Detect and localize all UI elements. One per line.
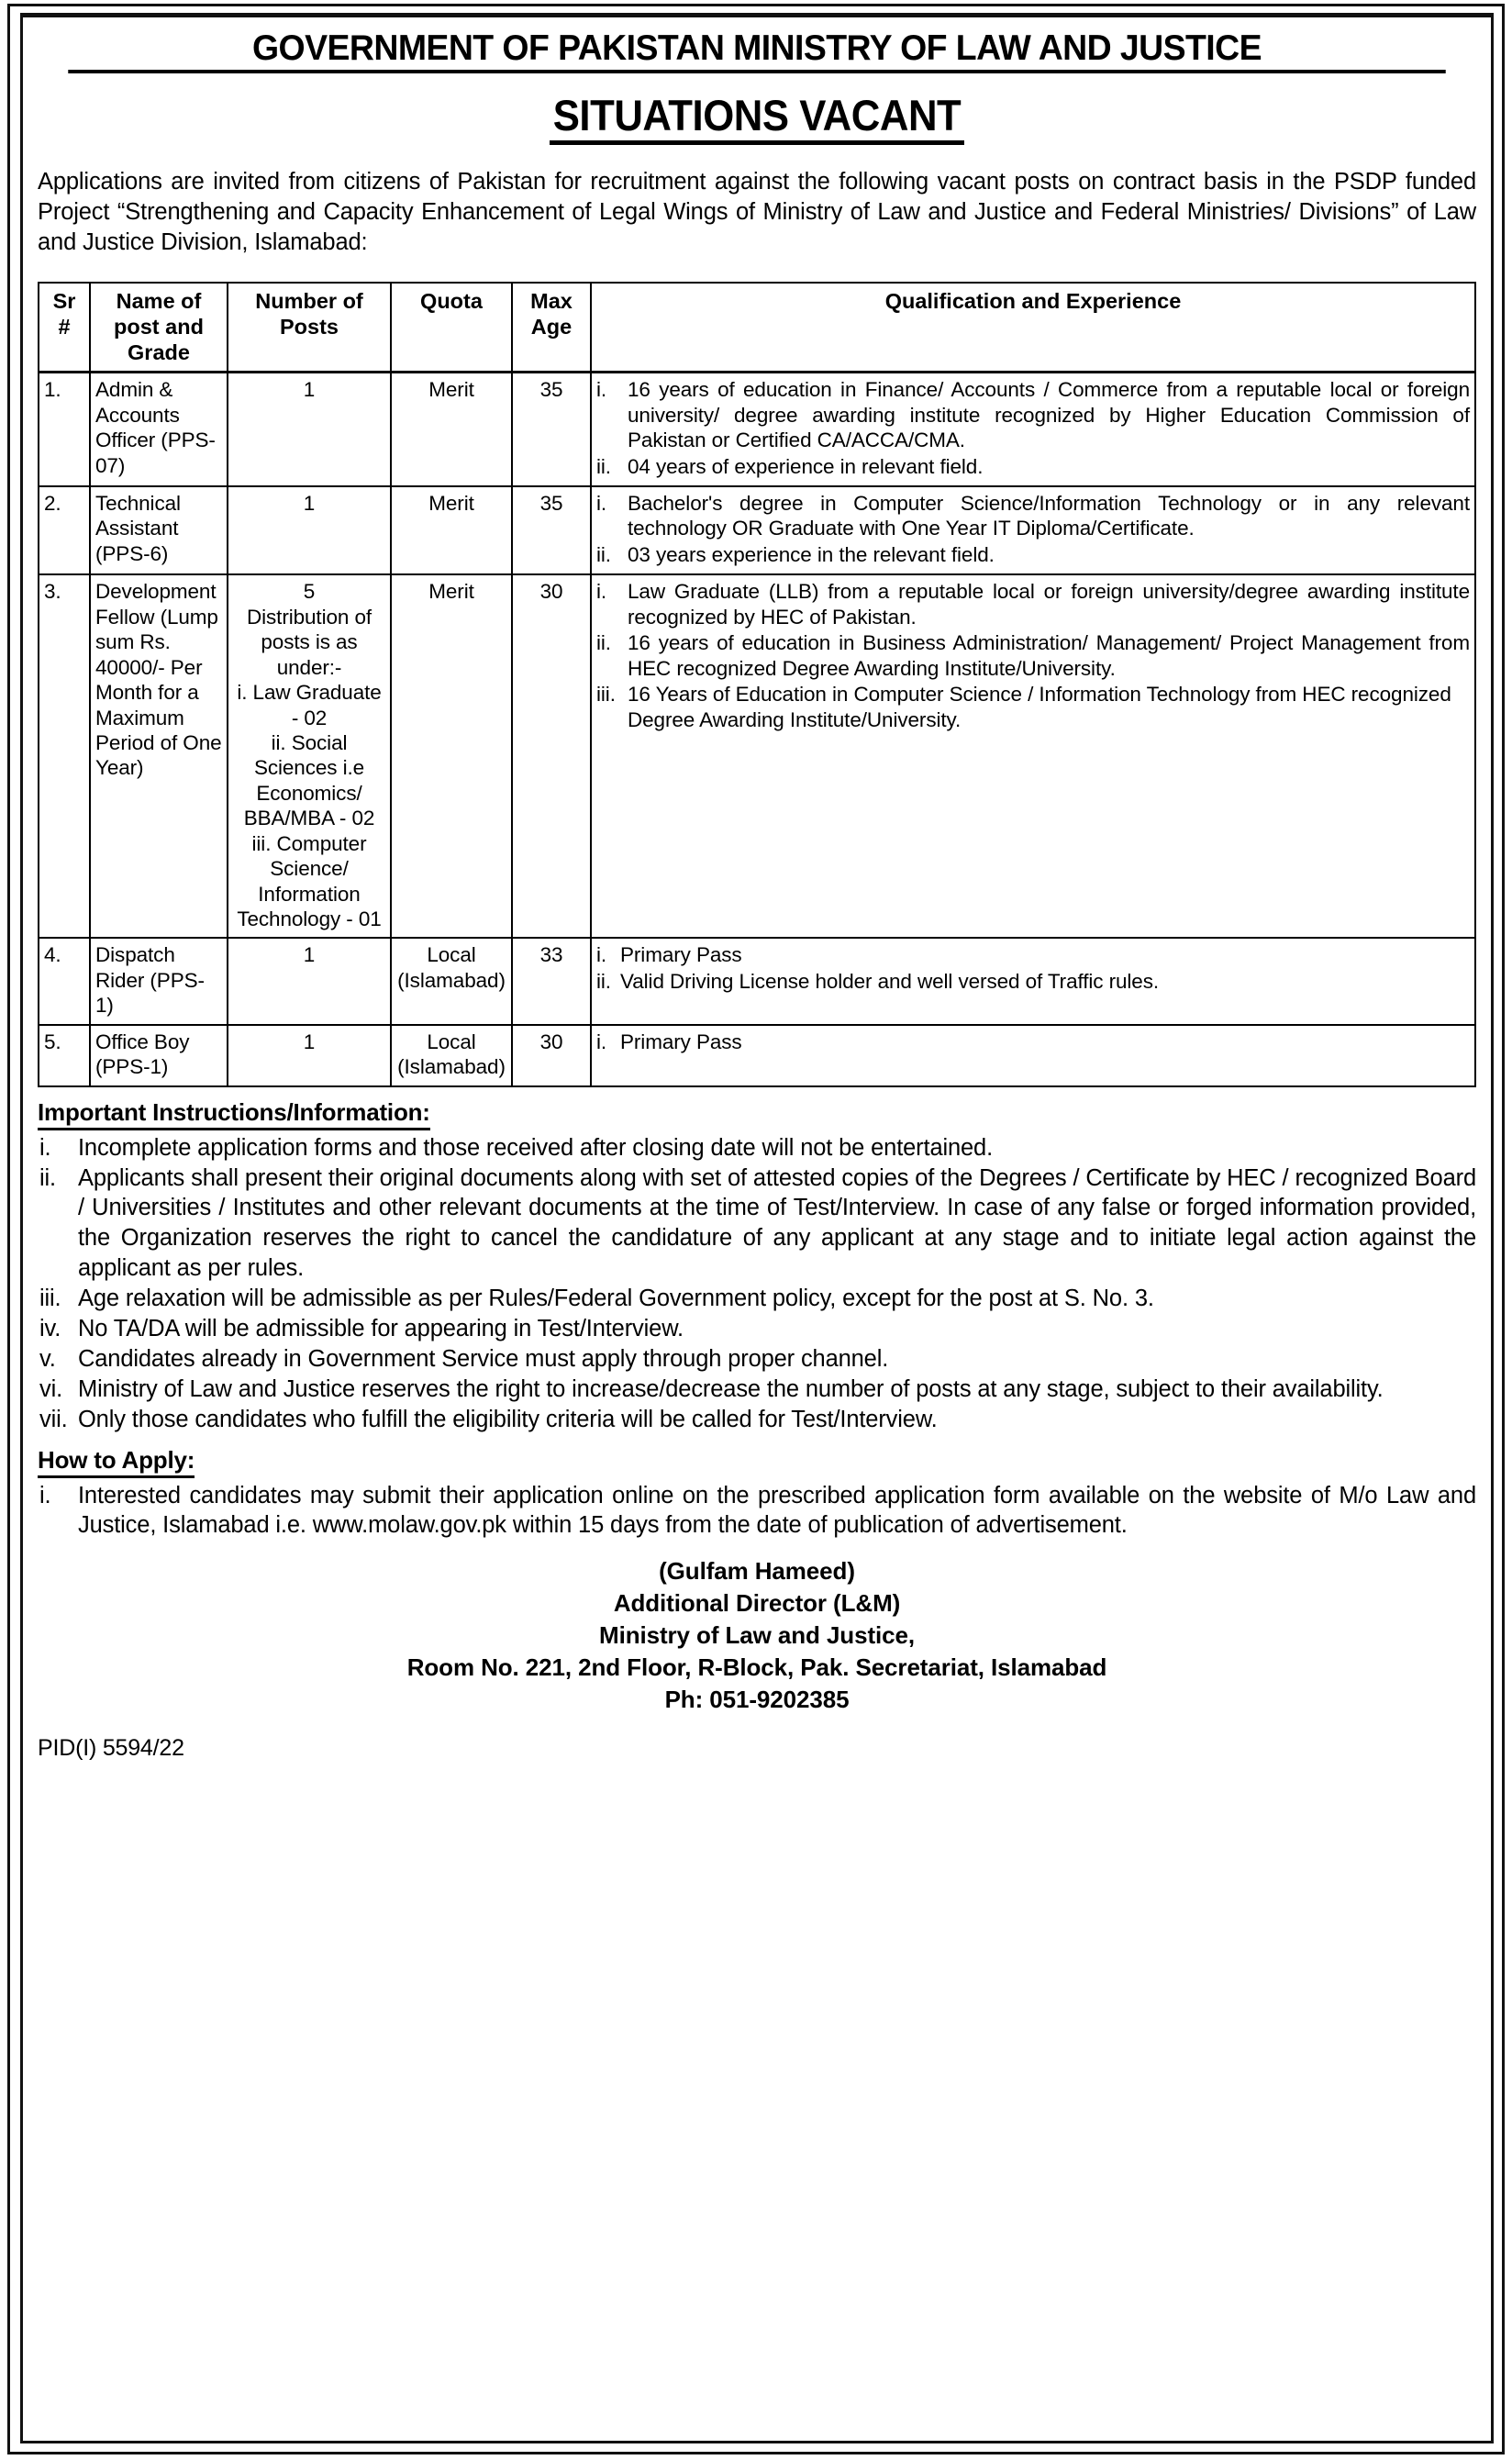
item-numeral: i.	[596, 492, 607, 515]
cell-post-name: Dispatch Rider (PPS-1)	[90, 938, 228, 1024]
column-header-age-line2: Age	[530, 314, 573, 339]
table-body	[39, 373, 1475, 1086]
column-header-posts	[228, 283, 391, 373]
item-text: Applicants shall present their original documents along with set of attested copies of the Degrees / Certificate by HEC / recognized Board / Universities / Institutes and other relevant documents at the time of Test/Interview. In case of any false or forged information provided, the Organization reserves the right to cancel the candidature of any applicant at any stage and to initiate legal action against the applicant as per rules.	[78, 1164, 1476, 1282]
cell-number-of-posts: 1	[228, 486, 391, 574]
item-numeral: ii.	[596, 631, 611, 655]
posts-count: 5	[303, 580, 316, 604]
cell-max-age: 35	[512, 486, 591, 574]
cell-sr: 3.	[39, 574, 90, 938]
cell-quota: Merit	[391, 486, 512, 574]
instructions-section	[38, 1087, 1476, 1435]
column-header-sr-line1: Sr	[52, 288, 76, 313]
how-to-apply-item	[38, 1481, 1476, 1542]
item-text: 04 years of experience in relevant field.	[628, 454, 984, 478]
item-numeral: i.	[39, 1482, 51, 1508]
signatory-address: Room No. 221, 2nd Floor, R-Block, Pak. Secretariat, Islamabad	[406, 1653, 1107, 1681]
item-numeral: iv.	[39, 1315, 61, 1341]
item-numeral: vii.	[39, 1406, 68, 1432]
table-row	[39, 938, 1475, 1024]
pid-reference: PID(I) 5594/22	[38, 1735, 184, 1762]
item-text: Incomplete application forms and those received after closing date will not be entertained.	[78, 1134, 994, 1161]
signatory-phone: Ph: 051-9202385	[664, 1685, 850, 1713]
cell-number-of-posts: 1	[228, 938, 391, 1024]
item-text: 16 years of education in Business Administration/ Management/ Project Management from HEC recognized Degree Awarding Institute/University.	[628, 631, 1470, 680]
column-header-name-line3: Grade	[128, 340, 190, 365]
item-numeral: ii.	[39, 1164, 56, 1191]
item-numeral: i.	[596, 943, 607, 967]
advertisement-content	[20, 13, 1494, 2443]
column-header-qualification: Qualification and Experience	[591, 283, 1475, 373]
cell-number-of-posts: 1	[228, 1025, 391, 1086]
instruction-item	[38, 1314, 1476, 1344]
cell-qualification	[591, 373, 1475, 486]
intro-paragraph: Applications are invited from citizens of Pakistan for recruitment against the following vacant posts on contract basis in the PSDP funded Project “Strengthening and Capacity Enhancement of Legal Wings of Ministry of Law and Justice and Federal Ministries/ Divisions” of Law and Justice Division, Islamabad:	[38, 168, 1476, 256]
item-text: No TA/DA will be admissible for appearing in Test/Interview.	[78, 1315, 684, 1341]
qualification-list	[596, 377, 1470, 479]
qualification-item	[596, 454, 1470, 479]
vacancy-table	[38, 282, 1476, 1087]
page-title: GOVERNMENT OF PAKISTAN MINISTRY OF LAW AND JUSTICE	[68, 30, 1445, 73]
table-row	[39, 486, 1475, 574]
instruction-item	[38, 1133, 1476, 1163]
instruction-item	[38, 1405, 1476, 1435]
qualification-list	[596, 579, 1470, 732]
item-numeral: v.	[39, 1345, 56, 1372]
column-header-name-line1: Name of	[116, 288, 202, 313]
item-numeral: ii.	[596, 542, 611, 566]
cell-sr: 1.	[39, 373, 90, 486]
item-numeral: iii.	[39, 1286, 61, 1312]
item-text: Primary Pass	[620, 1030, 742, 1053]
signature-block	[38, 1555, 1476, 1715]
item-text: Only those candidates who fulfill the eligibility criteria will be called for Test/Interview.	[78, 1406, 938, 1432]
item-text: Valid Driving License holder and well versed of Traffic rules.	[620, 969, 1160, 993]
column-header-max-age	[512, 283, 591, 373]
column-header-name	[90, 283, 228, 373]
item-numeral: iii.	[596, 683, 616, 707]
cell-qualification	[591, 486, 1475, 574]
signatory-designation: Additional Director (L&M)	[613, 1589, 901, 1618]
cell-qualification	[591, 938, 1475, 1024]
item-numeral: vi.	[39, 1375, 63, 1402]
qualification-item	[596, 682, 1470, 732]
cell-max-age: 33	[512, 938, 591, 1024]
cell-max-age: 35	[512, 373, 591, 486]
item-numeral: i.	[596, 378, 607, 402]
cell-post-name: Office Boy (PPS-1)	[90, 1025, 228, 1086]
instruction-item	[38, 1344, 1476, 1375]
signatory-ministry: Ministry of Law and Justice,	[599, 1620, 915, 1649]
cell-sr: 5.	[39, 1025, 90, 1086]
item-text: Primary Pass	[620, 943, 742, 967]
posts-distribution-item: i. Law Graduate - 02	[237, 681, 382, 729]
cell-qualification	[591, 574, 1475, 938]
table-header	[39, 283, 1475, 373]
item-numeral: ii.	[596, 454, 611, 478]
item-text: Ministry of Law and Justice reserves the right to increase/decrease the number of posts at any stage, subject to their availability.	[78, 1375, 1384, 1402]
signatory-name: (Gulfam Hameed)	[659, 1557, 855, 1586]
item-text: 16 years of education in Finance/ Accounts / Commerce from a reputable local or foreign university/ degree awarding institute recognized by Higher Education Commission of Pakistan or Certified CA/ACCA/CMA.	[628, 378, 1470, 452]
item-text: Age relaxation will be admissible as per Rules/Federal Government policy, except for the post at S. No. 3.	[78, 1286, 1154, 1312]
sub-title-container	[38, 90, 1476, 145]
how-to-apply-title: How to Apply:	[38, 1446, 195, 1478]
item-text: Interested candidates may submit their application online on the prescribed application form available on the website of M/o Law and Justice, Islamabad i.e. www.molaw.gov.pk within 15 days from the date of publication of advertisement.	[78, 1482, 1476, 1539]
qualification-item	[596, 969, 1470, 994]
qualification-list	[596, 942, 1470, 994]
cell-quota: Local (Islamabad)	[391, 938, 512, 1024]
cell-post-name: Technical Assistant (PPS-6)	[90, 486, 228, 574]
column-header-posts-line1: Number of	[255, 288, 363, 313]
qualification-item	[596, 542, 1470, 567]
qualification-item	[596, 579, 1470, 629]
qualification-item	[596, 491, 1470, 541]
instructions-title: Important Instructions/Information:	[38, 1098, 430, 1130]
item-numeral: i.	[39, 1134, 51, 1161]
instructions-list	[38, 1133, 1476, 1435]
cell-sr: 4.	[39, 938, 90, 1024]
qualification-item	[596, 377, 1470, 452]
column-header-sr	[39, 283, 90, 373]
column-header-age-line1: Max	[530, 288, 573, 313]
posts-distribution-lead: Distribution of posts is as under:-	[246, 605, 372, 679]
cell-quota: Merit	[391, 373, 512, 486]
cell-number-of-posts: 1	[228, 373, 391, 486]
sub-title: SITUATIONS VACANT	[550, 94, 964, 145]
cell-sr: 2.	[39, 486, 90, 574]
item-text: Candidates already in Government Service must apply through proper channel.	[78, 1345, 889, 1372]
qualification-list	[596, 1030, 1470, 1054]
qualification-list	[596, 491, 1470, 567]
column-header-posts-line2: Posts	[280, 314, 339, 339]
cell-quota: Local (Islamabad)	[391, 1025, 512, 1086]
item-numeral: i.	[596, 580, 607, 604]
cell-max-age: 30	[512, 1025, 591, 1086]
cell-quota: Merit	[391, 574, 512, 938]
table-row	[39, 373, 1475, 486]
instruction-item	[38, 1375, 1476, 1405]
item-numeral: ii.	[596, 969, 611, 993]
qualification-item	[596, 1030, 1470, 1054]
cell-qualification	[591, 1025, 1475, 1086]
table-row	[39, 574, 1475, 938]
item-text: Law Graduate (LLB) from a reputable local or foreign university/degree awarding institute recognized by HEC of Pakistan.	[628, 580, 1470, 629]
qualification-item	[596, 942, 1470, 967]
posts-distribution-item: ii. Social Sciences i.e Economics/ BBA/MBA - 02	[243, 730, 375, 830]
column-header-sr-line2: #	[58, 314, 71, 339]
qualification-item	[596, 630, 1470, 681]
item-numeral: i.	[596, 1030, 607, 1053]
column-header-name-line2: post and	[114, 314, 204, 339]
cell-number-of-posts	[228, 574, 391, 938]
how-to-apply-list	[38, 1481, 1476, 1542]
cell-post-name: Admin & Accounts Officer (PPS-07)	[90, 373, 228, 486]
cell-post-name: Development Fellow (Lump sum Rs. 40000/- Per Month for a Maximum Period of One Year)	[90, 574, 228, 938]
item-text: Bachelor's degree in Computer Science/Information Technology or in any relevant technology OR Graduate with One Year IT Diploma/Certificate.	[628, 492, 1470, 540]
instruction-item	[38, 1284, 1476, 1314]
instruction-item	[38, 1163, 1476, 1285]
cell-max-age: 30	[512, 574, 591, 938]
table-row	[39, 1025, 1475, 1086]
item-text: 16 Years of Education in Computer Science / Information Technology from HEC recognized Degree Awarding Institute/University.	[628, 683, 1451, 731]
table-header-row	[39, 283, 1475, 373]
item-text: 03 years experience in the relevant field.	[628, 542, 995, 566]
column-header-quota: Quota	[391, 283, 512, 373]
how-to-apply-section	[38, 1435, 1476, 1542]
posts-distribution-item: iii. Computer Science/ Information Technology - 01	[237, 831, 382, 930]
